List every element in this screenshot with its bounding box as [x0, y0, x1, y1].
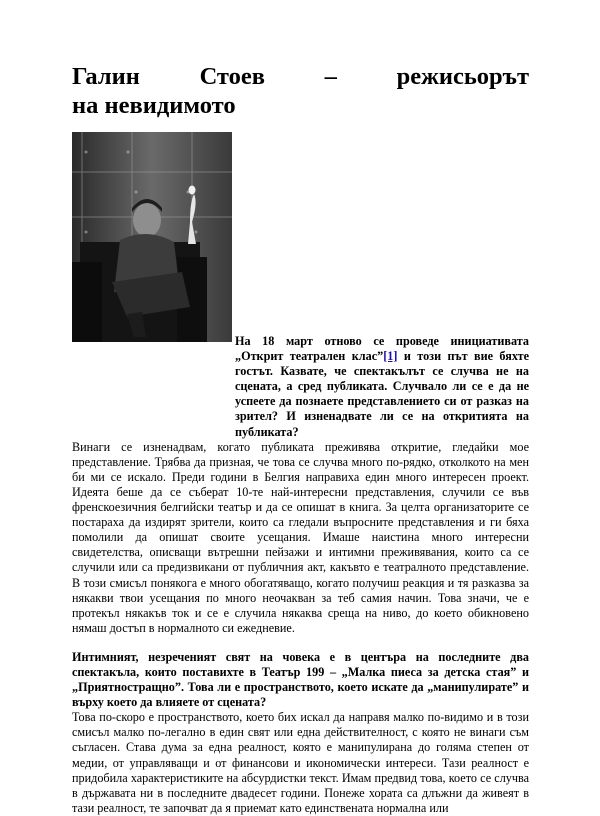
photo-block	[72, 132, 529, 342]
answer-2: Това по-скоро е пространството, което бих искал да направя малко по-видимо и в този смисъл малко по-легално в един свят или една действителност, с която не винаги съм съгласен. Става дума за една реалност, която е манипулирана до голяма степен от медии, от управляващи и от финансови и икономически интереси. Тази реалност е придобила характеристиките на абсурдистки текст. Имам предвид това, което се случва в държавата ни в последните двадесет години. Понеже хората са длъжни да живеят в тази реалност, те започват да я приемат като единствената нормална или	[72, 710, 529, 815]
title-line-1	[72, 62, 529, 91]
question-2: Интимният, незреченият свят на човека е в центъра на последните два спектакъла, които поставихте в Театър 199 – „Малка пиеса за детска стая” и „Приятностращно”. Това ли е пространството, което искате да „манипулирате” и върху което да влияете от сцената?	[72, 649, 529, 710]
question-1-rest: и този път вие бяхте гостът. Казвате, че спектакълът се случва не на сцената, а сред публиката. Случвало ли се е да не успеете да познаете представлението си от разказ на зрител? И изненадвате ли се на откритията на публиката?	[235, 349, 530, 439]
article-title	[72, 62, 529, 120]
question-1	[72, 334, 529, 440]
title-word: Галин	[72, 63, 140, 90]
title-word: –	[324, 63, 337, 90]
footnote-link-1[interactable]: [1]	[383, 349, 398, 364]
answer-1: Винаги се изненадвам, когато публиката преживява откритие, гледайки мое представление. Трябва да призная, че това се случва много по-рядко, отколкото на мен би ми се искало. Преди години в Белгия направихa един много интересен проект. Идеята беше да се съберат 10-те най-интересни представления, случили се във френскоезичния белгийски театър и да се опишат в книга. За целта организаторите се постараха да издирят зрители, които са гледали въпросните представления и ги бяха помолили да опишат своите усещания. Имаше наистина много интересни свидетелства, описващи вътрешни пейзажи и интимни преживявания, които са се случили или са предизвикани от публичния акт, какъвто е театралното представление. В този смисъл понякога е много обогатяващо, когато получиш реакция и тя разказва за някакви твои усещания по много неочакван за теб самия начин. Това значи, че е протекъл някакъв ток и се е случила някаква среща на ниво, до което обикновено нямаш достъп в нормалното си ежедневие.	[72, 439, 529, 635]
article	[72, 62, 529, 816]
question-1-text: На 18 март отново се проведе инициативата „Открит театрален клас”	[235, 334, 529, 364]
title-line-2: на невидимото	[72, 92, 236, 119]
title-word: режисьорът	[396, 63, 529, 90]
title-word: Стоев	[199, 63, 265, 90]
paragraph-gap	[72, 636, 529, 650]
portrait-photo	[72, 132, 232, 342]
